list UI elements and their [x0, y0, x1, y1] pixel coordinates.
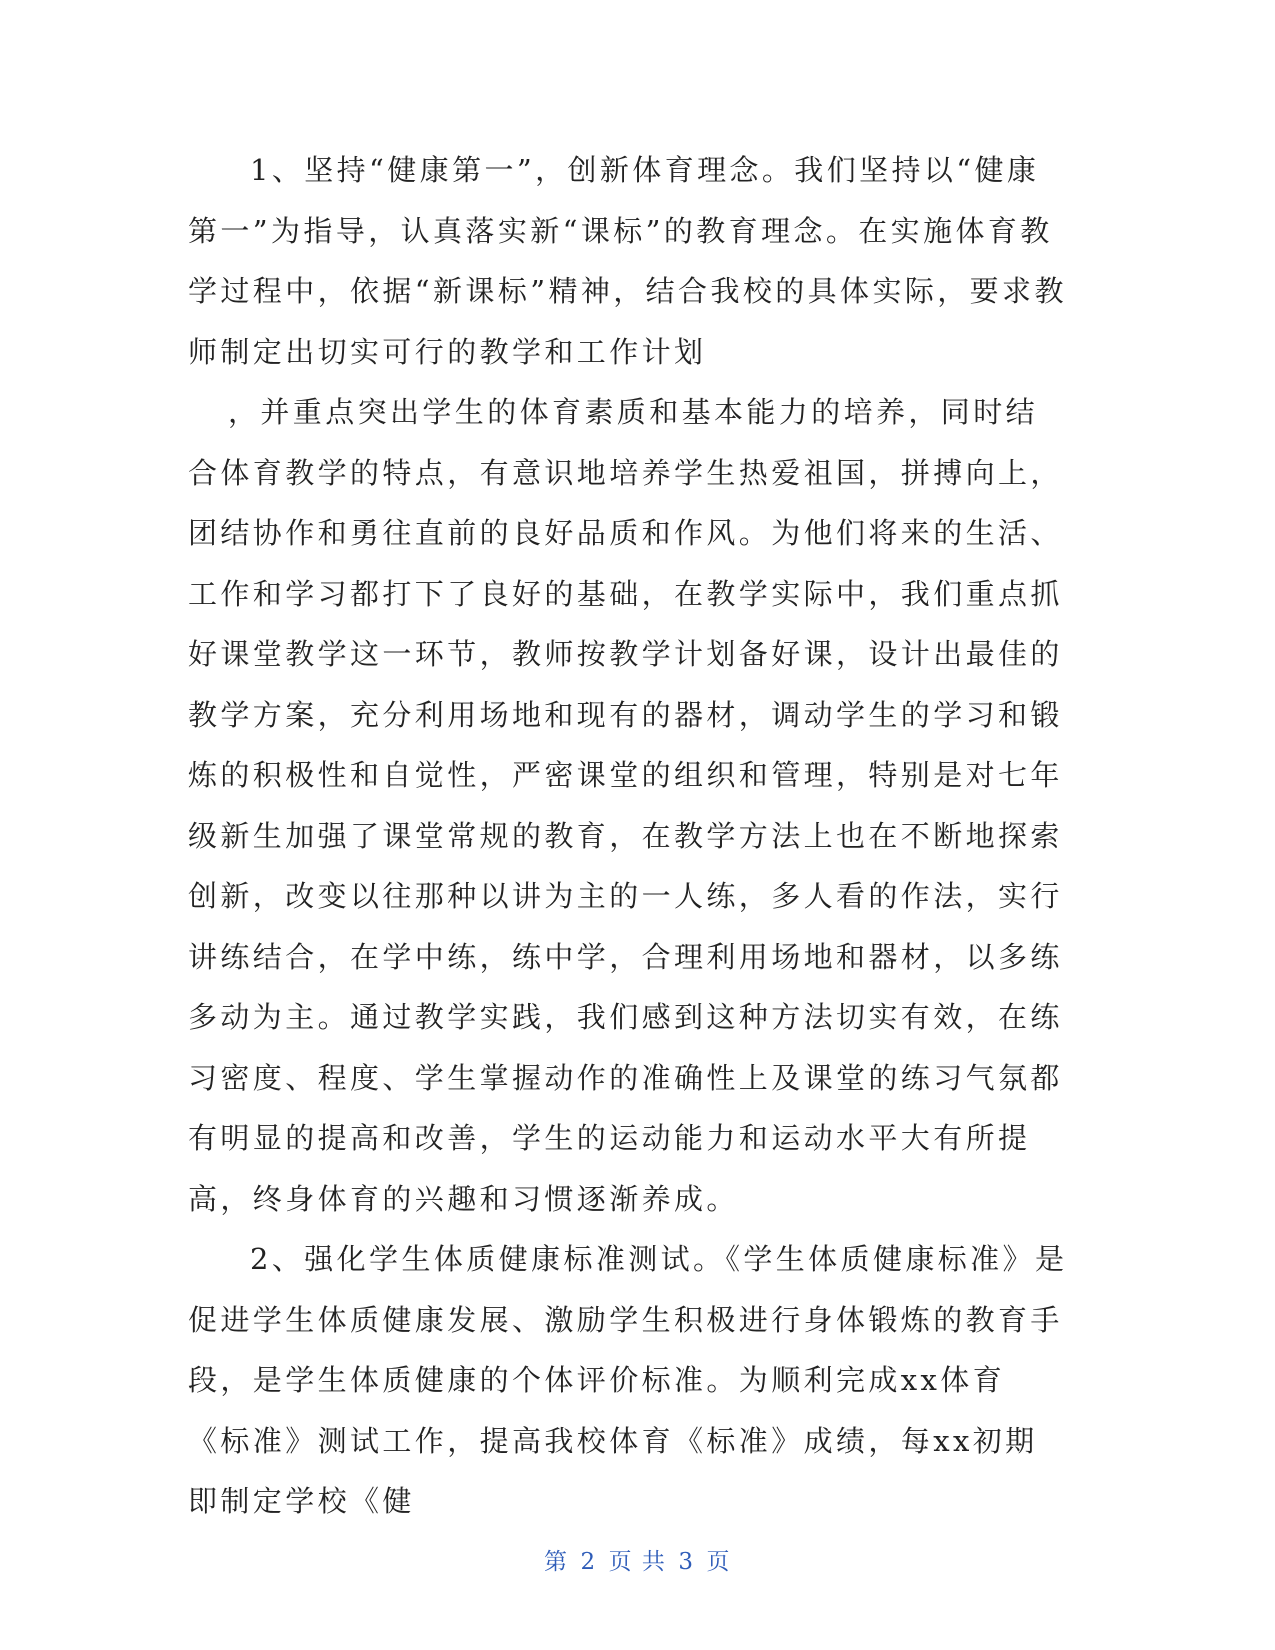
page-label-mid: 页 共 — [608, 1549, 667, 1575]
paragraph-3: 2、强化学生体质健康标准测试。《学生体质健康标准》是促进学生体质健康发展、激励学生积极进行身体锻炼的教育手段，是学生体质健康的个体评价标准。为顺利完成xx体育《标准》测试工作，提高我校体育《标准》成绩，每xx初期即制定学校《健 — [188, 1242, 1068, 1518]
paragraph-1: 1、坚持“健康第一”，创新体育理念。我们坚持以“健康第一”为指导，认真落实新“课标”的教育理念。在实施体育教学过程中，依据“新课标”精神，结合我校的具体实际，要求教师制定出切实可行的教学和工作计划 — [188, 153, 1067, 369]
paragraph-2: ，并重点突出学生的体育素质和基本能力的培养，同时结合体育教学的特点，有意识地培养学生热爱祖国，拼搏向上，团结协作和勇往直前的良好品质和作风。为他们将来的生活、工作和学习都打下了良好的基础，在教学实际中，我们重点抓好课堂教学这一环节，教师按教学计划备好课，设计出最佳的教学方案，充分利用场地和现有的器材，调动学生的学习和锻炼的积极性和自觉性，严密课堂的组织和管理，特别是对七年级新生加强了课堂常规的教育，在教学方法上也在不断地探索创新，改变以往那种以讲为主的一人练，多人看的作法，实行讲练结合，在学中练，练中学，合理利用场地和器材，以多练多动为主。通过教学实践，我们感到这种方法切实有效，在练习密度、程度、学生掌握动作的准确性上及课堂的练习气氛都有明显的提高和改善，学生的运动能力和运动水平大有所提高，终身体育的兴趣和习惯逐渐养成。 — [188, 395, 1063, 1216]
page-label-prefix: 第 — [543, 1549, 569, 1575]
document-body — [188, 140, 1068, 1532]
page-number-footer — [0, 1543, 1275, 1576]
page-label-suffix: 页 — [706, 1549, 732, 1575]
total-pages-number: 3 — [678, 1549, 695, 1575]
current-page-number: 2 — [580, 1549, 597, 1575]
